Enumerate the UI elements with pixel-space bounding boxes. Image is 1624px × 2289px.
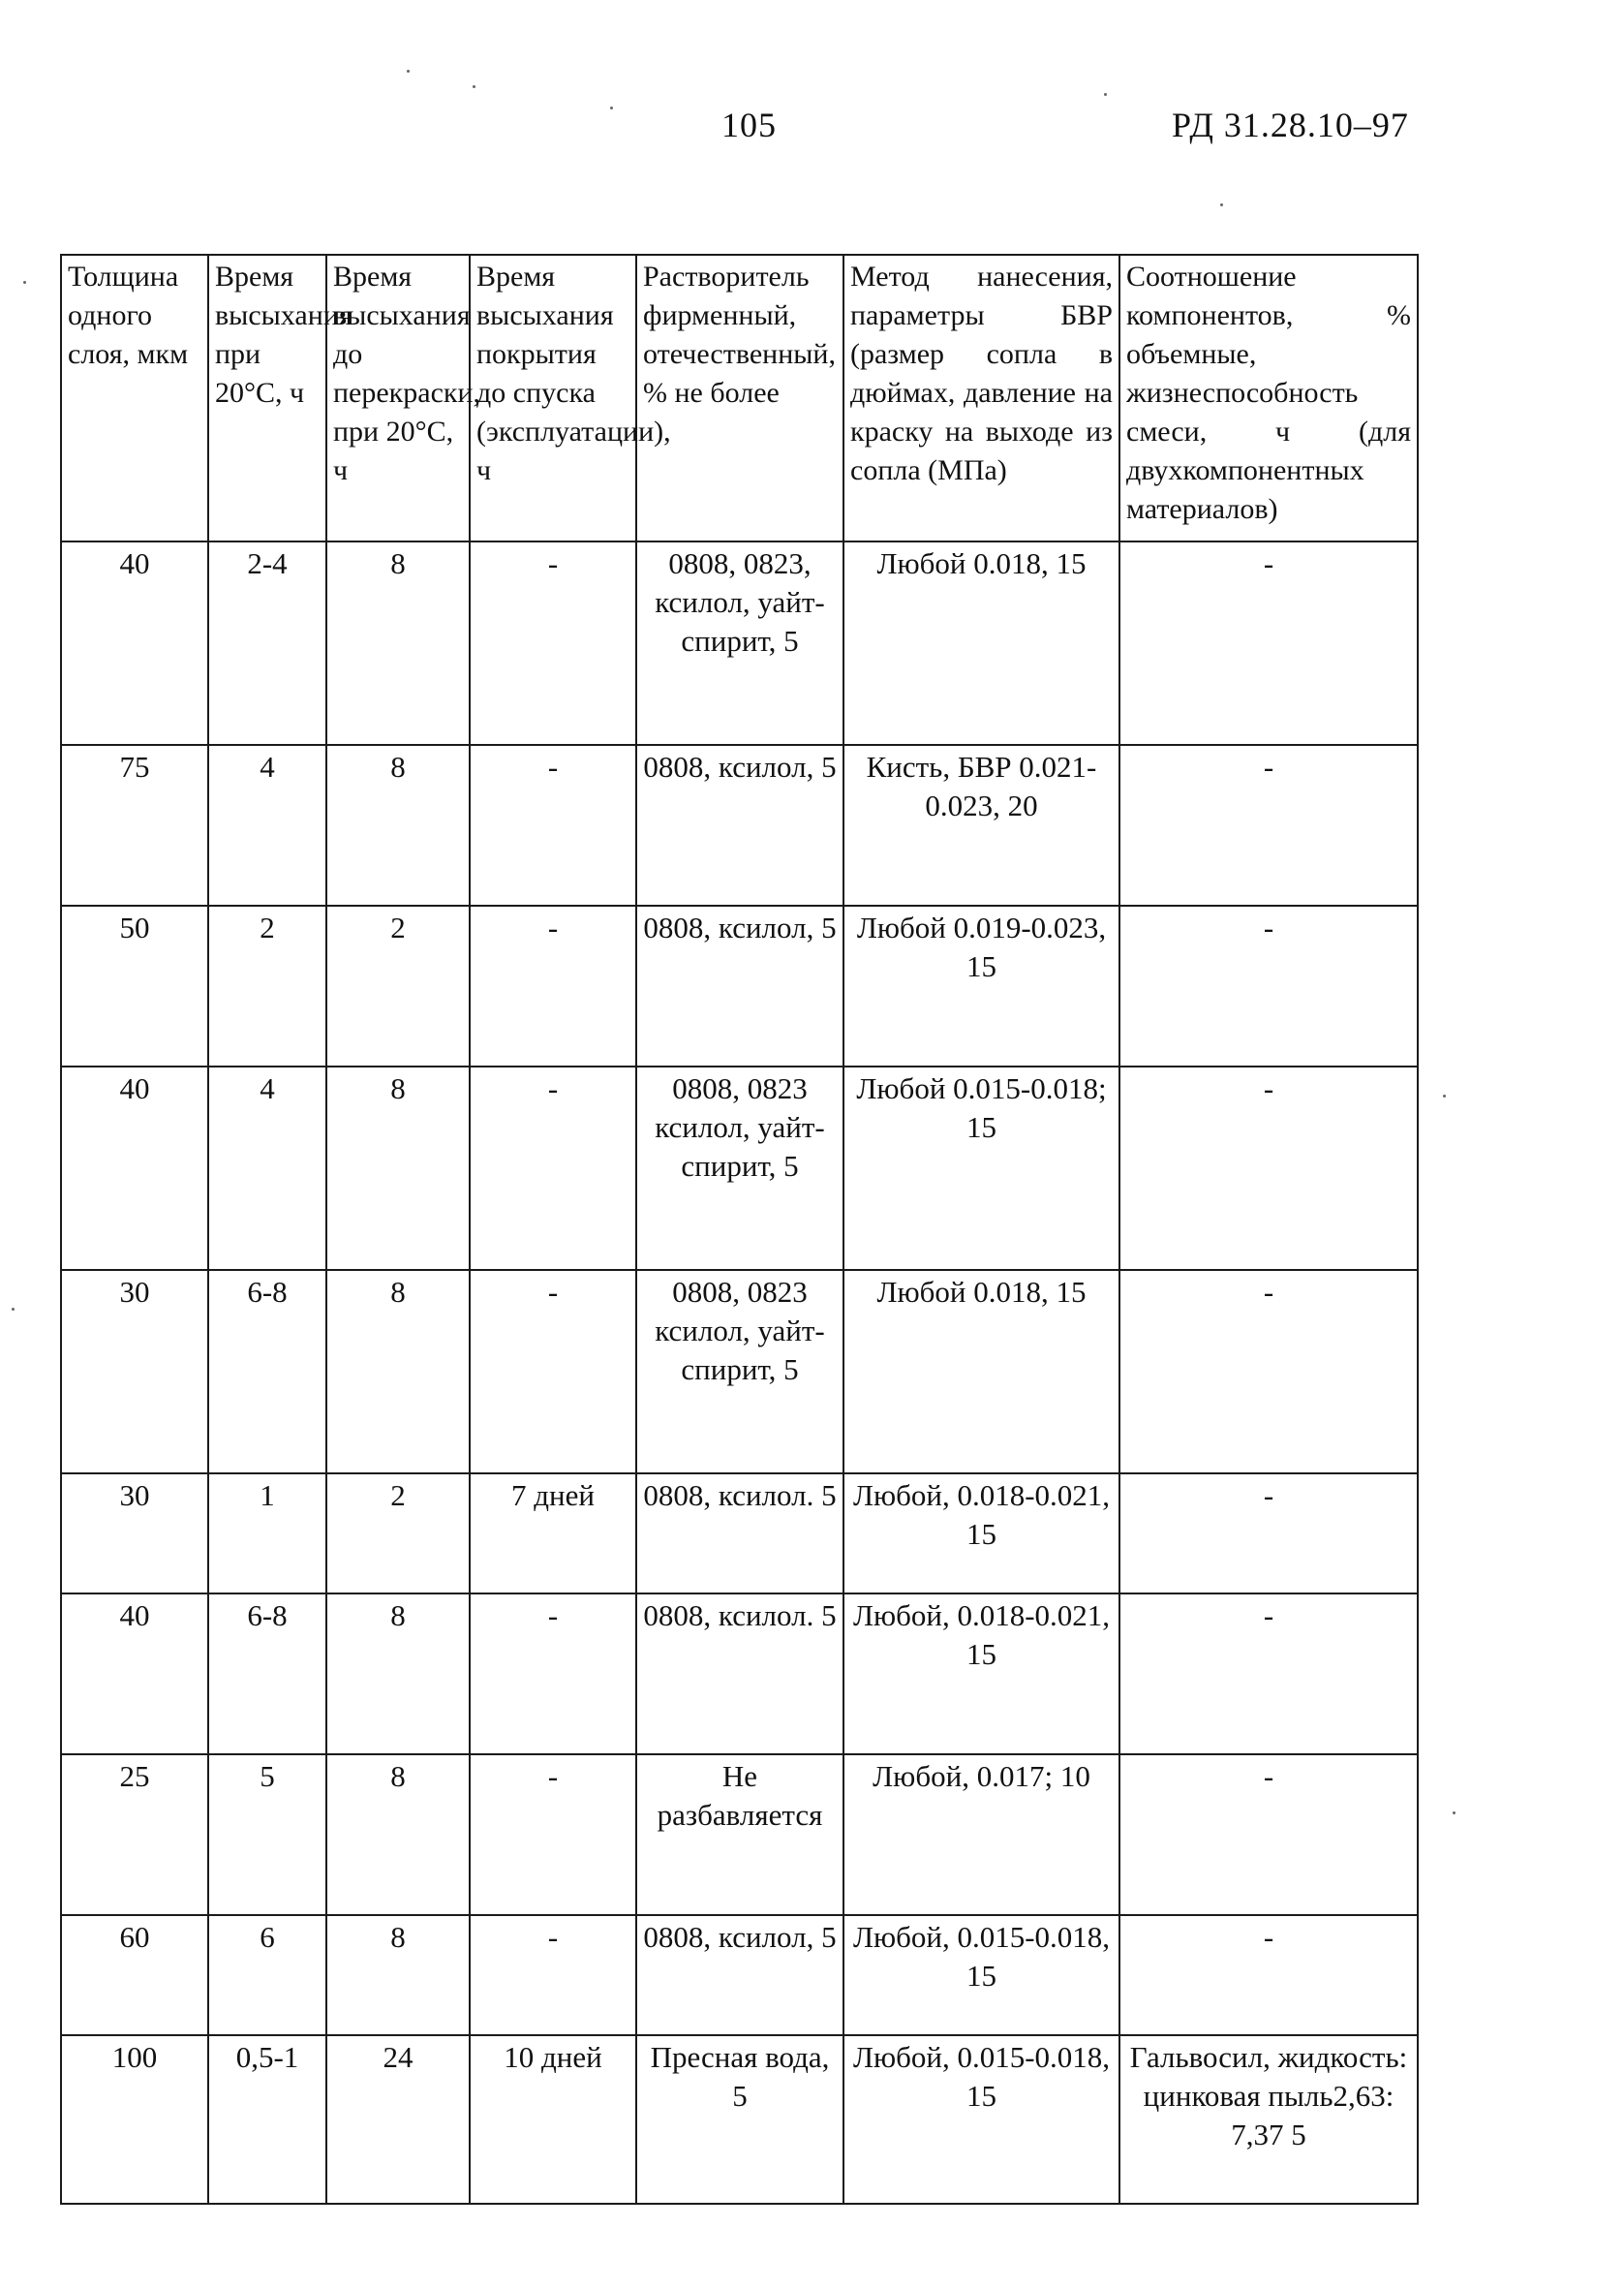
cell-drying-time: 0,5-1: [208, 2035, 326, 2204]
cell-component-ratio: -: [1119, 541, 1418, 745]
scan-speck: [473, 85, 475, 88]
cell-component-ratio: -: [1119, 906, 1418, 1067]
cell-thickness: 100: [61, 2035, 208, 2204]
cell-component-ratio: -: [1119, 1754, 1418, 1915]
table-row: [61, 2035, 1418, 2204]
cell-recoat-time: 2: [326, 906, 470, 1067]
scan-speck: [12, 1308, 15, 1311]
cell-recoat-time: 8: [326, 1593, 470, 1754]
table-header-row: [61, 255, 1418, 541]
cell-drying-time: 5: [208, 1754, 326, 1915]
cell-application-method: Любой 0.018, 15: [843, 541, 1119, 745]
cell-recoat-time: 8: [326, 1754, 470, 1915]
cell-thickness: 30: [61, 1473, 208, 1593]
cell-component-ratio: -: [1119, 1593, 1418, 1754]
scan-speck: [1104, 93, 1107, 96]
cell-application-method: Любой, 0.017; 10: [843, 1754, 1119, 1915]
cell-thickness: 50: [61, 906, 208, 1067]
cell-launch-time: 10 дней: [470, 2035, 636, 2204]
cell-application-method: Любой, 0.018-0.021, 15: [843, 1593, 1119, 1754]
scan-speck: [1453, 1811, 1455, 1814]
cell-component-ratio: -: [1119, 745, 1418, 906]
table-row: [61, 1270, 1418, 1473]
cell-thickness: 30: [61, 1270, 208, 1473]
scan-speck: [1220, 203, 1223, 206]
scan-speck: [610, 107, 613, 109]
cell-launch-time: -: [470, 1754, 636, 1915]
cell-thickness: 40: [61, 541, 208, 745]
column-header-launch-time: Время высыхания покрытия до спуска (эксплуатации), ч: [470, 255, 636, 541]
paint-spec-table: [60, 254, 1419, 2205]
cell-solvent: Пресная вода, 5: [636, 2035, 843, 2204]
cell-solvent: 0808, ксилол. 5: [636, 1473, 843, 1593]
cell-launch-time: -: [470, 1270, 636, 1473]
cell-application-method: Любой, 0.015-0.018, 15: [843, 2035, 1119, 2204]
cell-solvent: 0808, 0823 ксилол, уайт-спирит, 5: [636, 1270, 843, 1473]
column-header-component-ratio: Соотношение компонентов, % объемные, жизнеспособность смеси, ч (для двухкомпонентных материалов): [1119, 255, 1418, 541]
cell-recoat-time: 24: [326, 2035, 470, 2204]
cell-launch-time: -: [470, 541, 636, 745]
cell-application-method: Любой, 0.015-0.018, 15: [843, 1915, 1119, 2035]
cell-drying-time: 6-8: [208, 1593, 326, 1754]
cell-recoat-time: 8: [326, 1915, 470, 2035]
table-row: [61, 1593, 1418, 1754]
column-header-solvent: Растворитель фирменный, отечественный, % не более: [636, 255, 843, 541]
table-row: [61, 1067, 1418, 1270]
cell-thickness: 25: [61, 1754, 208, 1915]
cell-solvent: 0808, ксилол, 5: [636, 1915, 843, 2035]
cell-launch-time: -: [470, 906, 636, 1067]
cell-drying-time: 6: [208, 1915, 326, 2035]
column-header-thickness: Толщина одного слоя, мкм: [61, 255, 208, 541]
cell-application-method: Любой 0.019-0.023, 15: [843, 906, 1119, 1067]
cell-application-method: Любой, 0.018-0.021, 15: [843, 1473, 1119, 1593]
table-row: [61, 906, 1418, 1067]
scan-speck: [1443, 1095, 1446, 1098]
cell-drying-time: 4: [208, 1067, 326, 1270]
cell-component-ratio: Гальвосил, жидкость: цинковая пыль2,63: 7,37 5: [1119, 2035, 1418, 2204]
cell-solvent: 0808, ксилол. 5: [636, 1593, 843, 1754]
table-row: [61, 1915, 1418, 2035]
cell-solvent: 0808, ксилол, 5: [636, 745, 843, 906]
cell-solvent: Не разбавляется: [636, 1754, 843, 1915]
cell-drying-time: 6-8: [208, 1270, 326, 1473]
cell-drying-time: 2-4: [208, 541, 326, 745]
cell-thickness: 60: [61, 1915, 208, 2035]
cell-application-method: Любой 0.018, 15: [843, 1270, 1119, 1473]
cell-solvent: 0808, 0823, ксилол, уайт-спирит, 5: [636, 541, 843, 745]
cell-thickness: 40: [61, 1067, 208, 1270]
cell-component-ratio: -: [1119, 1473, 1418, 1593]
cell-application-method: Любой 0.015-0.018; 15: [843, 1067, 1119, 1270]
cell-solvent: 0808, 0823 ксилол, уайт-спирит, 5: [636, 1067, 843, 1270]
cell-drying-time: 1: [208, 1473, 326, 1593]
cell-launch-time: 7 дней: [470, 1473, 636, 1593]
cell-launch-time: -: [470, 1593, 636, 1754]
cell-drying-time: 4: [208, 745, 326, 906]
document-code: РД 31.28.10–97: [1172, 106, 1409, 144]
cell-recoat-time: 8: [326, 1270, 470, 1473]
cell-recoat-time: 8: [326, 1067, 470, 1270]
cell-drying-time: 2: [208, 906, 326, 1067]
scan-speck: [23, 281, 26, 284]
table-row: [61, 541, 1418, 745]
cell-launch-time: -: [470, 745, 636, 906]
cell-solvent: 0808, ксилол, 5: [636, 906, 843, 1067]
cell-application-method: Кисть, БВР 0.021-0.023, 20: [843, 745, 1119, 906]
cell-component-ratio: -: [1119, 1270, 1418, 1473]
table-row: [61, 1473, 1418, 1593]
cell-launch-time: -: [470, 1915, 636, 2035]
cell-recoat-time: 8: [326, 745, 470, 906]
table-row: [61, 745, 1418, 906]
column-header-application-method: Метод нанесения, параметры БВР (размер сопла в дюймах, давление на краску на выходе из сопла (МПа): [843, 255, 1119, 541]
scan-speck: [407, 70, 410, 73]
column-header-drying-time: Время высыхания при 20°С, ч: [208, 255, 326, 541]
cell-component-ratio: -: [1119, 1067, 1418, 1270]
table-row: [61, 1754, 1418, 1915]
cell-recoat-time: 8: [326, 541, 470, 745]
cell-launch-time: -: [470, 1067, 636, 1270]
column-header-recoat-time: Время высыхания до перекраски, при 20°С, ч: [326, 255, 470, 541]
page-number: 105: [721, 106, 777, 144]
cell-recoat-time: 2: [326, 1473, 470, 1593]
cell-thickness: 40: [61, 1593, 208, 1754]
cell-component-ratio: -: [1119, 1915, 1418, 2035]
cell-thickness: 75: [61, 745, 208, 906]
